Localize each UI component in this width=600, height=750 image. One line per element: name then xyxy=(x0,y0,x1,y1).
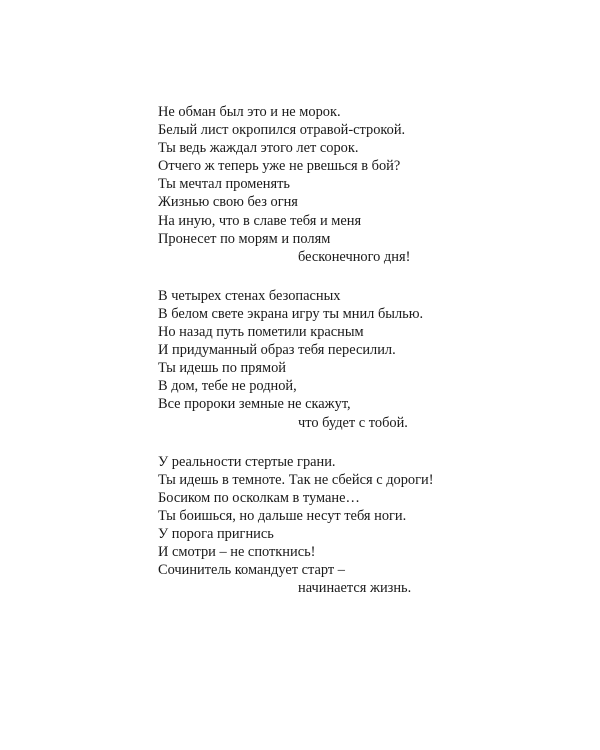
poem-line: Сочинитель командует старт – xyxy=(158,562,345,579)
poem-line: Пронесет по морям и полям xyxy=(158,230,331,247)
poem-line: У порога пригнись xyxy=(158,525,274,542)
poem-line-indented: бесконечного дня! xyxy=(298,248,411,265)
poem-line: Ты идешь в темноте. Так не сбейся с дороги! xyxy=(158,471,434,488)
poem-line: Белый лист окропился отравой-строкой. xyxy=(158,122,406,139)
poem-line: Ты боишься, но дальше несут тебя ноги. xyxy=(158,507,407,524)
poem xyxy=(158,103,458,618)
stanza-1 xyxy=(158,103,458,266)
poem-line-indented: начинается жизнь. xyxy=(298,580,412,597)
poem-line: Ты ведь жаждал этого лет сорок. xyxy=(158,140,359,157)
poem-line: И придуманный образ тебя пересилил. xyxy=(158,342,396,359)
poem-line: И смотри – не споткнись! xyxy=(158,544,316,561)
poem-line: Жизнью свою без огня xyxy=(158,194,298,211)
poem-line: Но назад путь пометили красным xyxy=(158,324,364,341)
poem-line: У реальности стертые грани. xyxy=(158,453,336,470)
poem-line: В белом свете экрана игру ты мнил былью. xyxy=(158,305,424,322)
stanza-3 xyxy=(158,453,458,598)
poem-line-indented: что будет с тобой. xyxy=(298,414,408,431)
poem-line: Не обман был это и не морок. xyxy=(158,104,341,120)
poem-line: Ты мечтал променять xyxy=(158,176,290,193)
stanza-2 xyxy=(158,287,458,432)
poem-line: На иную, что в славе тебя и меня xyxy=(158,212,362,229)
poem-line: Ты идешь по прямой xyxy=(158,360,287,377)
poem-line: Отчего ж теперь уже не рвешься в бой? xyxy=(158,158,401,175)
poem-line: Все пророки земные не скажут, xyxy=(158,396,351,413)
poem-line: В дом, тебе не родной, xyxy=(158,378,297,395)
poem-line: Босиком по осколкам в тумане… xyxy=(158,489,360,506)
poem-line: В четырех стенах безопасных xyxy=(158,287,341,304)
